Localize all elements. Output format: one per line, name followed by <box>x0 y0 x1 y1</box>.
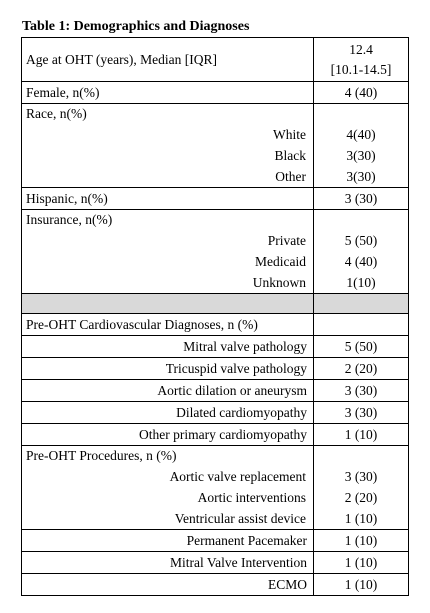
race-black-value: 3(30) <box>346 148 376 163</box>
hispanic-value: 3 (30) <box>314 188 409 210</box>
procedure-item-label: Ventricular assist device <box>174 511 306 526</box>
table-row <box>22 424 409 446</box>
female-label: Female, n(%) <box>22 82 314 104</box>
hispanic-label: Hispanic, n(%) <box>22 188 314 210</box>
age-value <box>314 38 409 82</box>
procedure-extra-label: Mitral Valve Intervention <box>22 552 314 574</box>
table-row-hispanic <box>22 188 409 210</box>
race-other-value: 3(30) <box>346 169 376 184</box>
table-row <box>22 336 409 358</box>
age-label: Age at OHT (years), Median [IQR] <box>22 38 314 82</box>
procedure-extra-value: 1 (10) <box>314 574 409 596</box>
procedure-item-label: Aortic valve replacement <box>169 469 306 484</box>
separator-cell <box>314 294 409 314</box>
race-labels <box>22 104 314 188</box>
cardio-item-label: Mitral valve pathology <box>22 336 314 358</box>
table-row <box>22 402 409 424</box>
table-row-procedures <box>22 446 409 530</box>
insurance-label: Insurance, n(%) <box>26 212 113 227</box>
procedure-extra-label: Permanent Pacemaker <box>22 530 314 552</box>
insurance-medicaid-label: Medicaid <box>255 254 306 269</box>
table-row <box>22 574 409 596</box>
insurance-unknown-value: 1(10) <box>346 275 376 290</box>
race-black-label: Black <box>274 148 306 163</box>
procedure-item-value: 2 (20) <box>344 490 378 505</box>
procedure-extra-value: 1 (10) <box>314 552 409 574</box>
procedure-item-value: 3 (30) <box>344 469 378 484</box>
insurance-medicaid-value: 4 (40) <box>344 254 378 269</box>
race-white-label: White <box>273 127 306 142</box>
age-iqr: [10.1-14.5] <box>330 61 392 77</box>
table-row <box>22 552 409 574</box>
cardio-item-value: 5 (50) <box>314 336 409 358</box>
separator-cell <box>22 294 314 314</box>
procedures-label: Pre-OHT Procedures, n (%) <box>26 448 177 463</box>
cardio-item-label: Other primary cardiomyopathy <box>22 424 314 446</box>
insurance-unknown-label: Unknown <box>252 275 306 290</box>
table-row <box>22 380 409 402</box>
cardio-item-value: 3 (30) <box>314 380 409 402</box>
race-other-label: Other <box>275 169 306 184</box>
cardio-item-label: Dilated cardiomyopathy <box>22 402 314 424</box>
race-values <box>314 104 409 188</box>
insurance-header-value <box>314 210 408 230</box>
age-median: 12.4 <box>349 41 373 57</box>
procedure-extra-label: ECMO <box>22 574 314 596</box>
table-row <box>22 530 409 552</box>
table-row-cardio-header <box>22 314 409 336</box>
insurance-private-label: Private <box>267 233 306 248</box>
cardio-item-label: Aortic dilation or aneurysm <box>22 380 314 402</box>
cardio-header-value <box>314 314 409 336</box>
cardio-item-value: 1 (10) <box>314 424 409 446</box>
procedures-values <box>314 446 409 530</box>
cardio-label: Pre-OHT Cardiovascular Diagnoses, n (%) <box>22 314 314 336</box>
demographics-table <box>21 37 409 596</box>
race-header-value <box>314 104 408 124</box>
table-row-race <box>22 104 409 188</box>
procedure-item-value: 1 (10) <box>344 511 378 526</box>
insurance-labels <box>22 210 314 294</box>
table-row-insurance <box>22 210 409 294</box>
cardio-item-value: 2 (20) <box>314 358 409 380</box>
cardio-item-label: Tricuspid valve pathology <box>22 358 314 380</box>
procedures-labels <box>22 446 314 530</box>
table-row-female <box>22 82 409 104</box>
cardio-item-value: 3 (30) <box>314 402 409 424</box>
procedures-header-value <box>314 446 408 466</box>
table-row <box>22 358 409 380</box>
insurance-private-value: 5 (50) <box>344 233 378 248</box>
race-label: Race, n(%) <box>26 106 87 121</box>
table-row-age <box>22 38 409 82</box>
table-row-separator <box>22 294 409 314</box>
insurance-values <box>314 210 409 294</box>
procedure-extra-value: 1 (10) <box>314 530 409 552</box>
female-value: 4 (40) <box>314 82 409 104</box>
race-white-value: 4(40) <box>346 127 376 142</box>
table-caption: Table 1: Demographics and Diagnoses <box>22 19 250 34</box>
procedure-item-label: Aortic interventions <box>197 490 306 505</box>
